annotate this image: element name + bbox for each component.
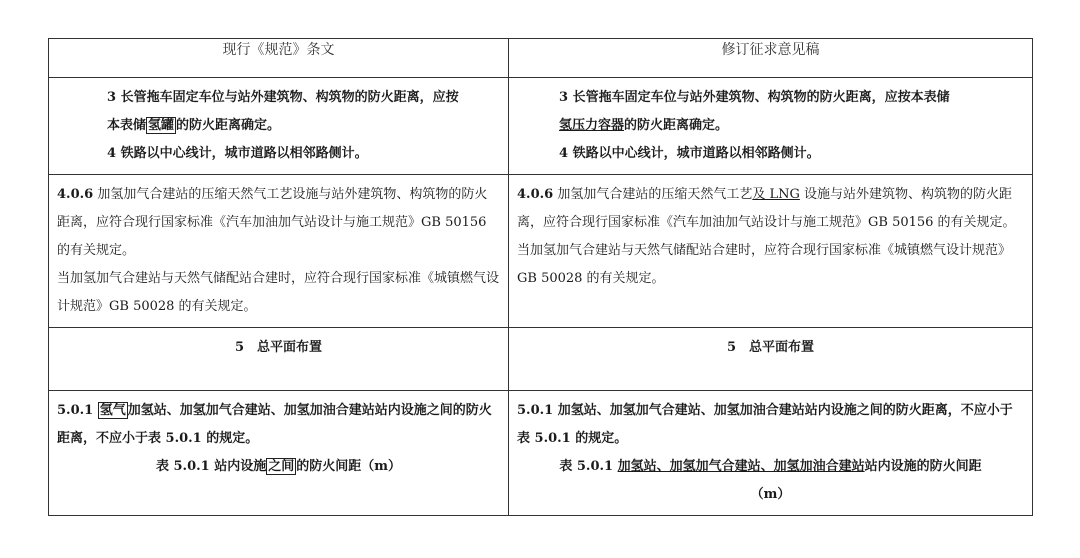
changed-text-box: 之间	[268, 459, 295, 474]
clause-5-0-1: 5.0.1 加氢站、加氢加气合建站、加氢加油合建站站内设施之间的防火距离，不应小于表 5.0.1 的规定。	[517, 403, 1013, 446]
table-caption: 表 5.0.1 站内设施 之间 的防火间距（m）	[155, 459, 402, 474]
item-3-text: 3 长管拖车固定车位与站外建筑物、构筑物的防火距离，应按本表储	[559, 90, 950, 105]
item-4-text: 4 铁路以中心线计，城市道路以相邻路侧计。	[559, 146, 820, 161]
row-4-0-6	[49, 175, 1033, 328]
item-3-text: 3 长管拖车固定车位与站外建筑物、构筑物的防火距离，应按	[107, 90, 459, 105]
item-4-text: 4 铁路以中心线计，城市道路以相邻路侧计。	[107, 146, 368, 161]
cell-right	[509, 328, 1033, 391]
clause-4-0-6-para2: 当加氢加气合建站与天然气储配站合建时，应符合现行国家标准《城镇燃气设计规范》GB 50028 的有关规定。	[57, 271, 500, 314]
underlined-change: 及 LNG	[752, 187, 800, 202]
item-3-cont: 本表储 氢罐 的防火距离确定。	[107, 118, 281, 133]
row-5-0-1	[49, 391, 1033, 516]
underlined-change: 氢压力容器	[559, 118, 625, 133]
header-row	[49, 39, 1033, 78]
header-current-code: 现行《规范》条文	[49, 39, 509, 78]
row-section-5	[49, 328, 1033, 391]
table-caption: 表 5.0.1 加氢站、加氢加气合建站、加氢加油合建站站内设施的防火间距 （m）	[559, 459, 982, 502]
cell-left	[49, 78, 509, 175]
cell-right	[509, 391, 1033, 516]
clause-4-0-6: 4.0.6 加氢加气合建站的压缩天然气工艺设施与站外建筑物、构筑物的防火距离，应符合现行国家标准《汽车加油加气站设计与施工规范》GB 50156 的有关规定。	[57, 187, 488, 258]
changed-text-box: 氢罐	[148, 118, 175, 133]
underlined-change: 加氢站、加氢加气合建站、加氢加油合建站	[617, 459, 865, 474]
cell-left	[49, 328, 509, 391]
comparison-table	[48, 38, 1033, 516]
row-trailer-distance	[49, 78, 1033, 175]
header-revision-draft: 修订征求意见稿	[509, 39, 1033, 78]
changed-text-box: 氢气	[99, 403, 126, 418]
clause-4-0-6: 4.0.6 加氢加气合建站的压缩天然气工艺及 LNG 设施与站外建筑物、构筑物的防火距离，应符合现行国家标准《汽车加油加气站设计与施工规范》GB 50156 的有关规定。	[517, 187, 1016, 230]
clause-5-0-1: 5.0.1 氢气 加氢站、加氢加气合建站、加氢加油合建站站内设施之间的防火距离，不应小于表 5.0.1 的规定。	[57, 403, 492, 446]
cell-right	[509, 175, 1033, 328]
clause-4-0-6-para2: 当加氢加气合建站与天然气储配站合建时，应符合现行国家标准《城镇燃气设计规范》GB 50028 的有关规定。	[517, 243, 1012, 286]
cell-left	[49, 175, 509, 328]
cell-right	[509, 78, 1033, 175]
section-heading: 5 总平面布置	[234, 340, 323, 355]
section-heading: 5 总平面布置	[726, 340, 815, 355]
cell-left	[49, 391, 509, 516]
item-3-cont: 氢压力容器的防火距离确定。	[559, 118, 729, 133]
